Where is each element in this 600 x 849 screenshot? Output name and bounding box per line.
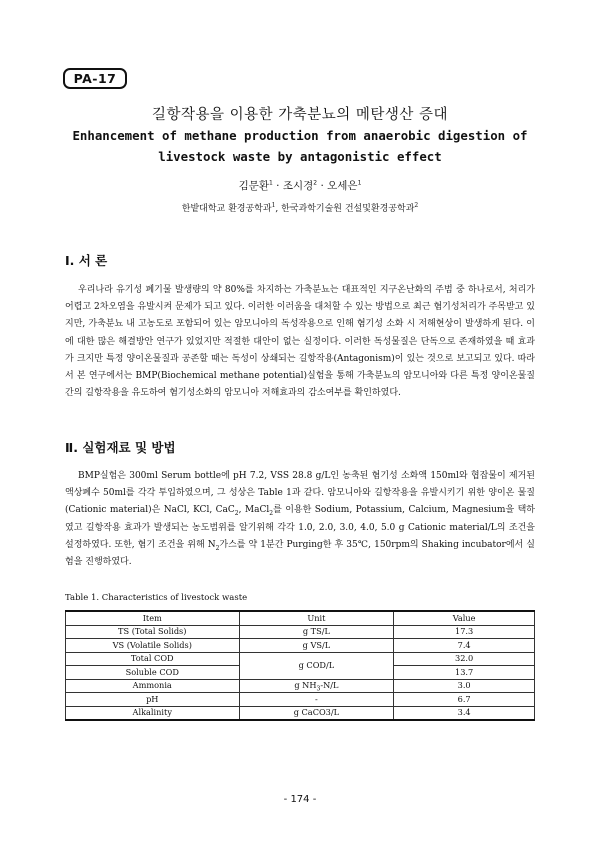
author-affil-mark: 1 xyxy=(357,179,362,187)
author-separator: · xyxy=(272,180,283,192)
value-cell: 3.0 xyxy=(394,679,535,693)
table-row xyxy=(66,679,535,693)
unit-cell: g CaCO3/L xyxy=(239,706,394,720)
author-affil-mark: 2 xyxy=(313,179,318,187)
characteristics-table xyxy=(65,610,535,721)
value-cell: 13.7 xyxy=(394,666,535,680)
item-cell: Soluble COD xyxy=(66,666,240,680)
item-cell: Total COD xyxy=(66,652,240,666)
table-row xyxy=(66,706,535,720)
subscript: 2 xyxy=(269,510,274,518)
subscript: 3 xyxy=(316,685,321,693)
unit-cell: g TS/L xyxy=(239,625,394,639)
page-number: - 174 - xyxy=(283,794,317,805)
affiliation: 한밭대학교 환경공학과 xyxy=(181,204,272,214)
session-code-badge: PA-17 xyxy=(63,68,127,89)
unit-text: g NH xyxy=(294,680,317,691)
table-row xyxy=(66,693,535,707)
affiliation: 한국과학기술원 건설및환경공학과 xyxy=(281,204,415,214)
table-header-row xyxy=(66,611,535,625)
value-cell: 17.3 xyxy=(394,625,535,639)
column-header: Item xyxy=(66,611,240,625)
affiliation-mark: 2 xyxy=(414,202,419,209)
methods-paragraph xyxy=(65,468,535,571)
item-cell: pH xyxy=(66,693,240,707)
table-caption: Table 1. Characteristics of livestock waste xyxy=(65,593,248,603)
section-heading-intro: Ⅰ. 서 론 xyxy=(65,253,108,268)
affiliation-line xyxy=(0,201,600,214)
item-cell: Alkalinity xyxy=(66,706,240,720)
author-separator: · xyxy=(317,180,328,192)
value-cell: 3.4 xyxy=(394,706,535,720)
subscript: 2 xyxy=(215,544,220,552)
methods-text: 가스를 약 1분간 Purging한 후 35℃, 150rpm의 Shaking incubator에서 실험을 진행하였다. xyxy=(65,539,535,568)
author-affil-mark: 1 xyxy=(269,179,273,187)
affiliation-mark: 1 xyxy=(271,202,276,209)
unit-cell xyxy=(239,679,394,693)
value-cell: 6.7 xyxy=(394,693,535,707)
item-cell: VS (Volatile Solids) xyxy=(66,639,240,653)
table-row xyxy=(66,625,535,639)
methods-text: BMP실험은 300ml Serum bottle에 pH 7.2, VSS 28.8 g/L인 농축된 혐기성 소화액 150ml와 협잡물이 제거된 액상폐수 50ml를 각각 투입하였으며, 그 성상은 Table 1과 같다. 암모니아와 길항작용을 유발시키기 위한 양이온 물질(Cationic material)은 NaCl, KCl, CaC xyxy=(65,471,535,516)
author-name: 조시경 xyxy=(282,180,314,192)
item-cell: Ammonia xyxy=(66,679,240,693)
affiliation-separator: , xyxy=(275,204,282,214)
methods-text: 를 이용한 Sodium, Potassium, Calcium, Magnesium을 택하였고 길항작용 효과가 발생되는 농도범위를 알기위해 각각 1.0, 2.0, 3.0, 4.0, 5.0 g Cationic material/L의 조건을 설정하였다. 또한, 혐기 조건을 위해 N xyxy=(65,505,535,550)
table-row xyxy=(66,639,535,653)
column-header: Unit xyxy=(239,611,394,625)
methods-text: , MaCl xyxy=(238,505,270,516)
value-cell: 32.0 xyxy=(394,652,535,666)
unit-cell: - xyxy=(239,693,394,707)
column-header: Value xyxy=(394,611,535,625)
author-name: 오세은 xyxy=(327,180,358,192)
section-heading-methods: Ⅱ. 실험재료 및 방법 xyxy=(65,440,176,455)
item-cell: TS (Total Solids) xyxy=(66,625,240,639)
unit-text: -N/L xyxy=(320,680,339,691)
unit-cell: g VS/L xyxy=(239,639,394,653)
intro-paragraph: 우리나라 유기성 폐기물 발생량의 약 80%를 차지하는 가축분뇨는 대표적인 지구온난화의 주범 중 하나로서, 처리가 어렵고 2차오염을 유발시켜 문제가 되고 있다. 이러한 이러움을 대처할 수 있는 방법으로 최근 혐기성처리가 주목받고 있지만, 가축분뇨 내 고농도로 포함되어 있는 암모니아의 독성작용으로 인해 혐기성 소화 시 저해현상이 발생하게 된다. 이에 대한 많은 해결방안 연구가 있었지만 적절한 대안이 없는 실정이다. 이러한 독성물질은 단독으로 존재하였을 때 효과가 크지만 특정 양이온물질과 공존할 때는 독성이 상쇄되는 길항작용(Antagonism)이 있는 것으로 보고되고 있다. 따라서 본 연구에서는 BMP(Biochemical methane potential)실험을 통해 가축분뇨의 암모니아와 다른 특정 양이온물질간의 길항작용을 유도하여 혐기성소화의 암모니아 저해효과의 감소여부를 확인하였다. xyxy=(65,285,535,399)
title-english: Enhancement of methane production from anaerobic digestion of livestock waste by antagonistic effect xyxy=(72,128,528,164)
author-name: 김문환 xyxy=(238,180,270,192)
subscript: 2 xyxy=(234,510,239,518)
title-korean: 길항작용을 이용한 가축분뇨의 메탄생산 증대 xyxy=(151,107,449,123)
unit-cell: g COD/L xyxy=(239,652,394,679)
author-list xyxy=(0,178,600,193)
value-cell: 7.4 xyxy=(394,639,535,653)
table-row xyxy=(66,652,535,666)
